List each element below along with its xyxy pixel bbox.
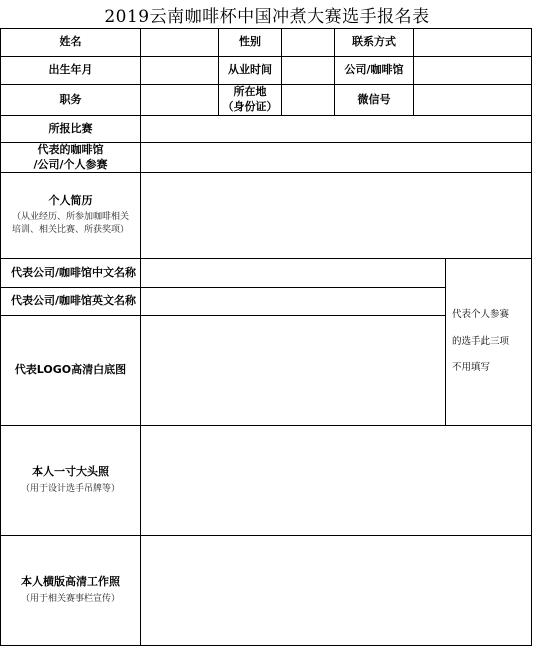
- label-resume-title: 个人简历: [48, 193, 93, 207]
- label-wechat: 微信号: [334, 84, 414, 116]
- work-photo-upload-area[interactable]: [140, 535, 532, 646]
- label-company: 公司/咖啡馆: [334, 56, 414, 85]
- form-title: 2019云南咖啡杯中国冲煮大赛选手报名表: [104, 6, 430, 27]
- photo-upload-area[interactable]: [140, 425, 532, 536]
- label-photo-title: 本人一寸大头照: [32, 465, 109, 479]
- resume-field[interactable]: [140, 172, 532, 259]
- label-work-photo-title: 本人横版高清工作照: [21, 575, 120, 589]
- company-en-field[interactable]: [140, 287, 446, 316]
- label-represent: [0, 142, 141, 173]
- birth-field[interactable]: [140, 56, 219, 85]
- label-birth: 出生年月: [0, 56, 141, 85]
- label-photo: [0, 425, 141, 536]
- represent-field[interactable]: [140, 142, 532, 173]
- side-note-line2: 的选手此三项: [452, 335, 510, 347]
- contact-field[interactable]: [413, 28, 532, 57]
- label-represent-line2: /公司/个人参赛: [33, 157, 108, 171]
- location-field[interactable]: [281, 84, 335, 116]
- label-location-line2: （身份证）: [222, 100, 278, 113]
- wechat-field[interactable]: [413, 84, 532, 116]
- competition-field[interactable]: [140, 115, 532, 143]
- company-cn-field[interactable]: [140, 258, 446, 288]
- label-work-photo: [0, 535, 141, 646]
- label-photo-sub: （用于设计选手吊牌等）: [20, 483, 120, 494]
- label-name: 姓名: [0, 28, 141, 57]
- label-resume-sub: [12, 211, 129, 237]
- label-work-time: 从业时间: [218, 56, 282, 85]
- side-note-line1: 代表个人参赛: [452, 309, 510, 321]
- gender-field[interactable]: [281, 28, 335, 57]
- label-competition: 所报比赛: [0, 115, 141, 143]
- label-resume: [0, 172, 141, 259]
- resume-sub-line1: （从业经历、所参加咖啡相关: [11, 212, 129, 223]
- company-field[interactable]: [413, 56, 532, 85]
- work-time-field[interactable]: [281, 56, 335, 85]
- position-field[interactable]: [140, 84, 219, 116]
- label-location-line1: 所在地: [233, 85, 267, 99]
- name-field[interactable]: [140, 28, 219, 57]
- side-note: [445, 258, 532, 426]
- label-contact: 联系方式: [334, 28, 414, 57]
- side-note-line3: 不用填写: [452, 362, 491, 374]
- label-gender: 性别: [218, 28, 282, 57]
- label-position: 职务: [0, 84, 141, 116]
- label-work-photo-sub: （用于相关赛事栏宣传）: [20, 593, 120, 604]
- label-represent-line1: 代表的咖啡馆: [37, 142, 104, 156]
- label-location: [218, 84, 282, 116]
- label-company-en: 代表公司/咖啡馆英文名称: [0, 287, 141, 316]
- logo-upload-area[interactable]: [140, 315, 446, 426]
- label-logo: 代表LOGO高清白底图: [0, 315, 141, 426]
- resume-sub-line2: 培训、相关比赛、所获奖项）: [11, 225, 129, 236]
- label-company-cn: 代表公司/咖啡馆中文名称: [0, 258, 141, 288]
